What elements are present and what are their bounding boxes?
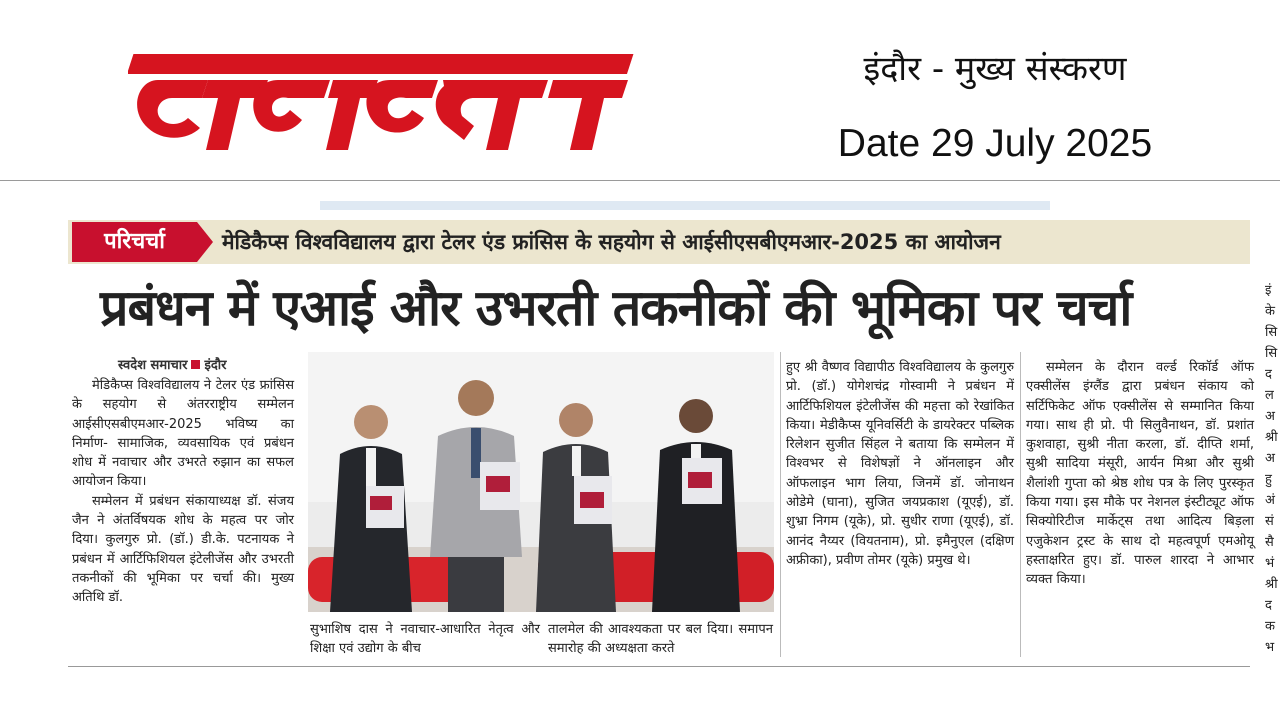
clipping-bottom-rule — [68, 666, 1250, 667]
adjacent-text-fragment: द — [1265, 367, 1272, 382]
adjacent-text-fragment: के — [1265, 304, 1275, 319]
column-rule — [1020, 352, 1021, 657]
adjacent-text-fragment: हु — [1265, 472, 1272, 487]
paragraph: सुभाशिष दास ने नवाचार-आधारित नेतृत्व और शिक्षा एवं उद्योग के बीच — [310, 622, 540, 657]
paragraph: मेडिकैप्स विश्वविद्यालय ने टेलर एंड फ्रांसिस के सहयोग से अंतरराष्ट्रीय सम्मेलन आईसीएसबीएमआर-2025 भविष्य का निर्माण- सामाजिक, व्यवसायिक एवं प्रबंधन शोध में नवाचार और उभरते रुझान का सफल आयोजन किया। — [72, 378, 294, 490]
article-column-2 — [310, 620, 540, 659]
adjacent-text-fragment: अ — [1265, 451, 1275, 466]
swadesh-logo — [128, 40, 643, 160]
adjacent-text-fragment: इं — [1265, 283, 1272, 298]
clipping-top-rule — [320, 201, 1050, 210]
article-column-1 — [72, 376, 294, 608]
edition-label: इंदौर - मुख्य संस्करण — [863, 49, 1127, 89]
masthead-divider — [0, 180, 1280, 181]
adjacent-text-fragment: क — [1265, 619, 1275, 634]
adjacent-text-fragment: भं — [1265, 556, 1275, 571]
adjacent-text-fragment: द — [1265, 598, 1272, 613]
article-subheadline: मेडिकैप्स विश्वविद्यालय द्वारा टेलर एंड फ्रांसिस के सहयोग से आईसीएसबीएमआर-2025 का आयोजन — [222, 230, 1001, 254]
adjacent-text-fragment: सै — [1265, 535, 1274, 550]
column-rule — [780, 352, 781, 657]
adjacent-text-fragment: अ — [1265, 409, 1275, 424]
article-column-5 — [1026, 358, 1254, 590]
adjacent-text-fragment: श्री — [1265, 430, 1278, 445]
adjacent-text-fragment: ल — [1265, 388, 1274, 403]
adjacent-article-edge — [1265, 280, 1280, 658]
adjacent-text-fragment: भ — [1265, 640, 1275, 655]
byline-city: इंदौर — [204, 358, 227, 373]
byline — [118, 355, 226, 373]
paragraph: सम्मेलन के दौरान वर्ल्ड रिकॉर्ड ऑफ एक्सीलेंस इंग्लैंड द्वारा प्रबंधन संकाय को सर्टिफिकेट ऑफ एक्सीलेंस से सम्मानित किया गया। साथ ही प्रो. पी सिलुवैनाथन, डॉ. प्रशांत कुशवाहा, सुश्री नीता करला, डॉ. दीप्ति शर्मा, सुश्री सादिया मंसूरी, आर्यन मिश्रा और सुश्री शैलांशी गुप्ता को श्रेष्ठ शोध पत्र के लिए पुरस्कृत किया गया। इस मौके पर नेशनल इंस्टीट्यूट ऑफ सिक्योरिटीज मार्केट्स तथा आदित्य बिड़ला एजुकेशन ट्रस्ट के साथ दो महत्वपूर्ण एमओयू हस्ताक्षरित हुए। डॉ. पारुल शारदा ने आभार व्यक्त किया। — [1026, 360, 1254, 588]
paragraph: तालमेल की आवश्यकता पर बल दिया। समापन समारोह की अध्यक्षता करते — [548, 622, 773, 657]
adjacent-text-fragment: सि — [1265, 346, 1278, 361]
article-headline: प्रबंधन में एआई और उभरती तकनीकों की भूमिका पर चर्चा — [100, 279, 1132, 337]
article-column-4 — [786, 358, 1014, 570]
adjacent-text-fragment: सं — [1265, 514, 1274, 529]
paragraph: सम्मेलन में प्रबंधन संकायाध्यक्ष डॉ. संजय जैन ने अंतर्विषयक शोध के महत्व पर जोर दिया। कुलगुरु प्रो. (डॉ.) डी.के. पटनायक ने प्रबंधन में आर्टिफिशियल इंटेलीजेंस और उभरती तकनीकों की भूमिका पर चर्चा की। मुख्य अतिथि डॉ. — [72, 493, 294, 606]
publication-date: Date 29 July 2025 — [837, 122, 1153, 165]
article-column-3 — [548, 620, 773, 659]
event-photo — [308, 352, 774, 612]
kicker-arrow — [197, 222, 213, 262]
byline-separator — [191, 360, 200, 369]
section-kicker: परिचर्चा — [72, 222, 197, 262]
adjacent-text-fragment: सि — [1265, 325, 1278, 340]
paragraph: हुए श्री वैष्णव विद्यापीठ विश्वविद्यालय के कुलगुरु प्रो. (डॉ.) योगेशचंद्र गोस्वामी ने प्रबंधन में आर्टिफिशियल इंटेलीजेंस की महत्ता को रेखांकित किया। मेडीकैप्स यूनिवर्सिटी के डायरेक्टर पब्लिक रिलेशन सुजीत सिंहल ने बताया कि सम्मेलन में विश्वभर से विशेषज्ञों ने ऑनलाइन और ऑफलाइन भाग लिया, जिनमें डॉ. जोनाथन ओडेमे (घाना), सुजित जयप्रकाश (यूएई), डॉ. शुभ्रा निगम (यूके), प्रो. सुधीर राणा (यूएई), डॉ. आनंद नैय्यर (वियतनाम), प्रो. इमैनुएल (दक्षिण अफ्रीका), प्रवीण तोमर (यूके) प्रमुख थे। — [786, 360, 1014, 568]
byline-source: स्वदेश समाचार — [118, 358, 188, 373]
adjacent-text-fragment: श्री — [1265, 577, 1278, 592]
adjacent-text-fragment: अं — [1265, 493, 1275, 508]
